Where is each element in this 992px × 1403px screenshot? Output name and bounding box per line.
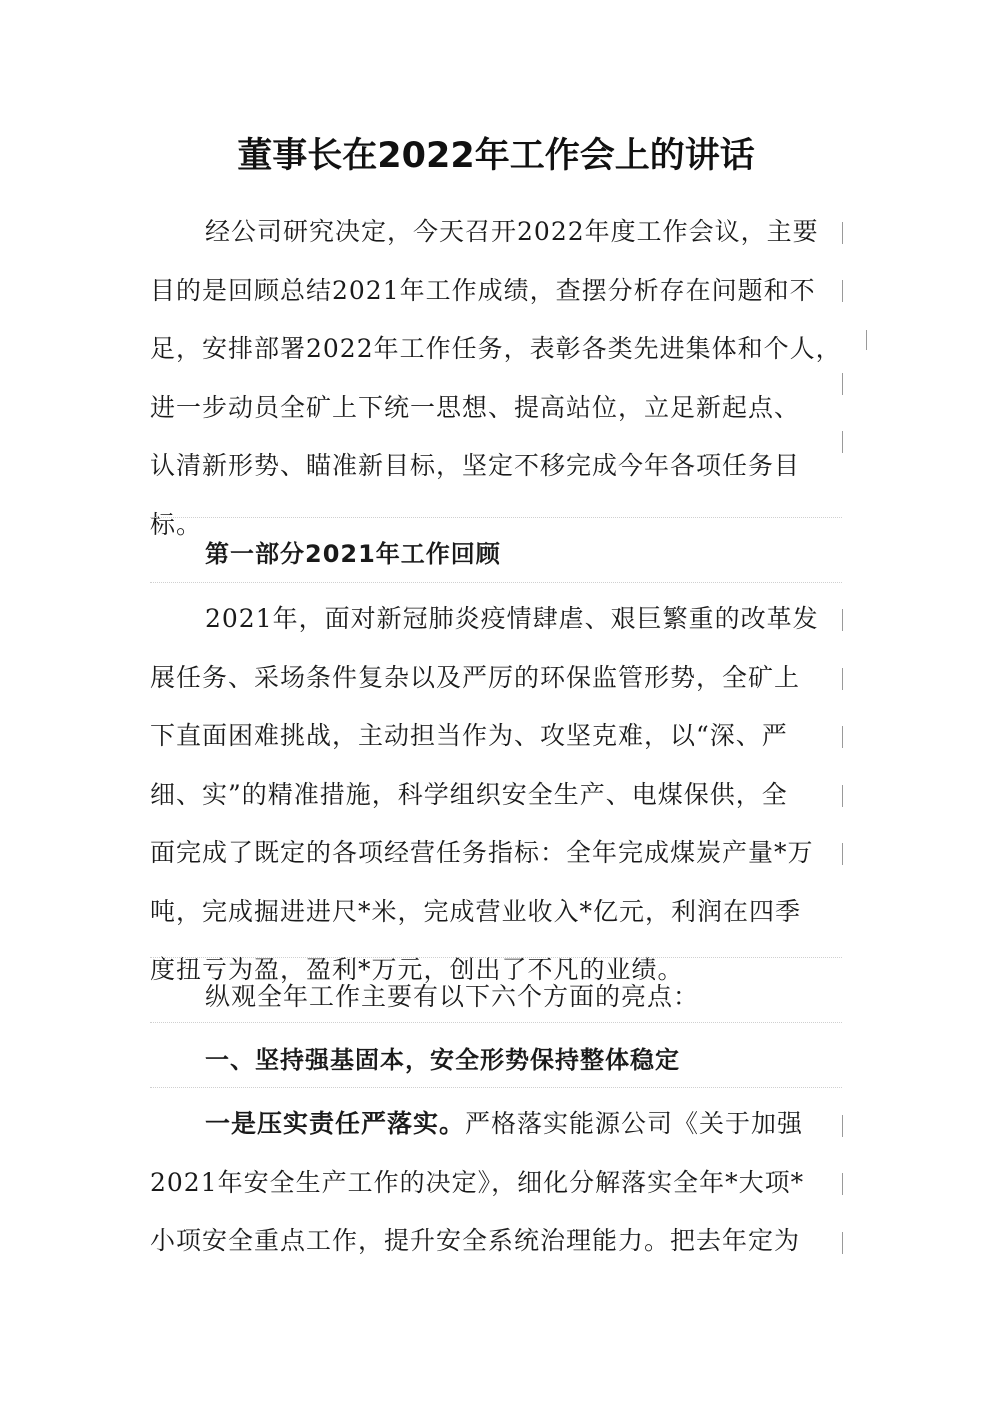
review-paragraph: [150, 590, 842, 1000]
paragraph-line: 展任务、采场条件复杂以及严厉的环保监管形势，全矿上: [150, 662, 801, 692]
section-heading: [150, 525, 842, 584]
separator: [150, 1022, 842, 1023]
paragraph-line: 进一步动员全矿上下统一思想、提高站位，立足新起点、: [150, 392, 801, 422]
safety-paragraph: [150, 1095, 842, 1271]
margin-mark: [842, 1173, 843, 1195]
paragraph-line: 面完成了既定的各项经营任务指标：全年完成煤炭产量*万: [150, 838, 814, 867]
margin-mark: [842, 609, 843, 631]
intro-paragraph: [150, 203, 842, 554]
highlights-intro: [150, 968, 842, 1027]
lead-rest: 严格落实能源公司《关于加强: [465, 1109, 804, 1138]
document-title: 董事长在2022年工作会上的讲话: [237, 136, 755, 176]
paragraph-line: 经公司研究决定，今天召开2022年度工作会议，主要: [205, 217, 819, 246]
separator: [150, 582, 842, 583]
margin-mark: [842, 280, 843, 302]
margin-mark: [842, 431, 843, 453]
paragraph-line: 细、实”的精准措施，科学组织安全生产、电煤保供，全: [150, 779, 788, 809]
paragraph-line: 标。: [150, 509, 203, 539]
paragraph-line: 下直面困难挑战，主动担当作为、攻坚克难，以“深、严: [150, 721, 788, 750]
paragraph-line: 纵观全年工作主要有以下六个方面的亮点：: [205, 982, 700, 1011]
paragraph-line: 度扭亏为盈，盈利*万元，创出了不凡的业绩。: [150, 955, 684, 984]
paragraph-line: 足，安排部署2022年工作任务，表彰各类先进集体和个人，: [150, 334, 842, 363]
section-heading-text: 一、坚持强基固本，安全形势保持整体稳定: [205, 1046, 680, 1074]
section-heading: [150, 1031, 842, 1090]
lead-phrase: 一是压实责任严落实。: [205, 1109, 466, 1138]
margin-mark: [842, 726, 843, 748]
margin-mark: [842, 1232, 843, 1254]
margin-mark: [842, 785, 843, 807]
margin-mark: [842, 1115, 843, 1137]
margin-mark: [842, 373, 843, 395]
margin-mark: [842, 843, 843, 865]
separator: [150, 1087, 842, 1088]
separator: [150, 957, 842, 958]
margin-mark: [866, 330, 867, 350]
paragraph-line: 2021年，面对新冠肺炎疫情肆虐、艰巨繁重的改革发: [205, 604, 819, 633]
section-heading-text: 第一部分2021年工作回顾: [205, 540, 501, 568]
paragraph-line: 2021年安全生产工作的决定》，细化分解落实全年*大项*: [150, 1167, 805, 1197]
paragraph-line: 吨，完成掘进进尺*米，完成营业收入*亿元，利润在四季: [150, 896, 802, 926]
paragraph-line: 认清新形势、瞄准新目标，坚定不移完成今年各项任务目: [150, 451, 801, 480]
margin-mark: [842, 222, 843, 244]
margin-mark: [842, 668, 843, 690]
separator: [150, 517, 842, 518]
paragraph-line: [150, 1095, 842, 1154]
paragraph-line: 小项安全重点工作，提升安全系统治理能力。把去年定为: [150, 1226, 801, 1255]
paragraph-line: 目的是回顾总结2021年工作成绩，查摆分析存在问题和不: [150, 275, 816, 305]
